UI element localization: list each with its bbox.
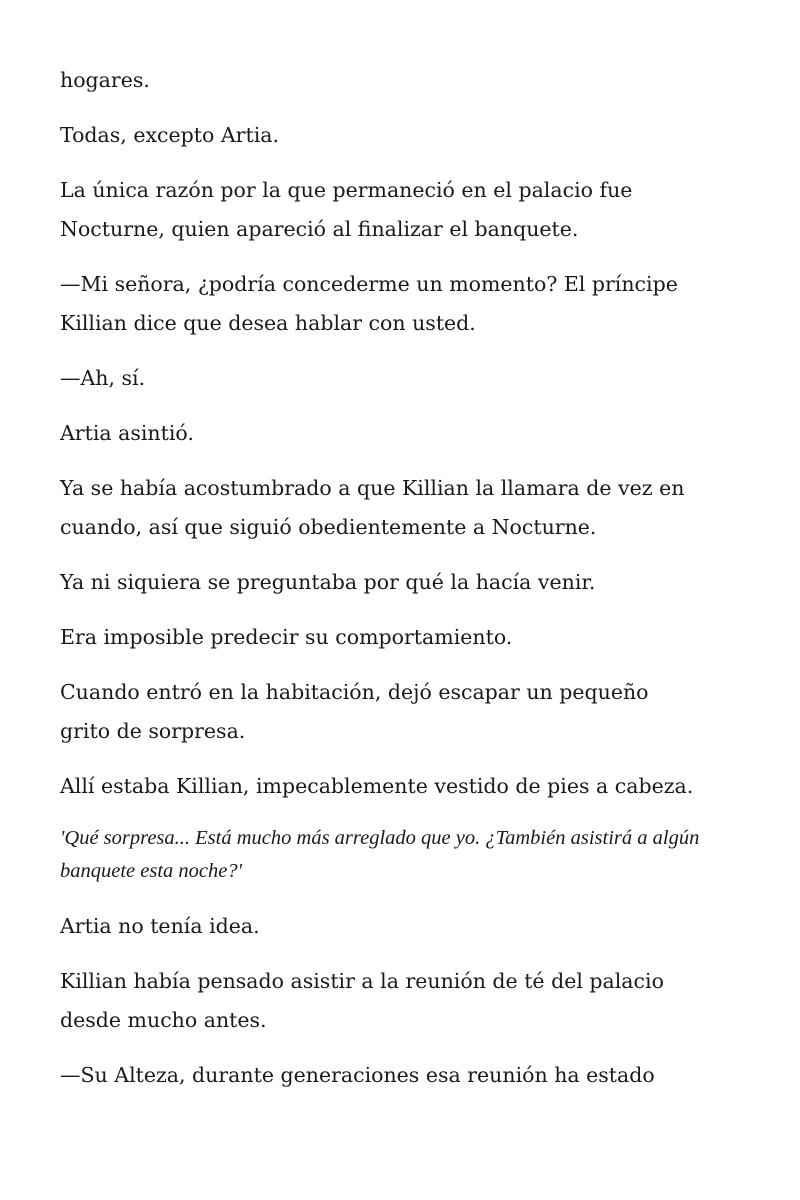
text-line: Cuando entró en la habitación, dejó escapar un pequeño (60, 680, 649, 704)
text-line: —Ah, sí. (60, 366, 146, 390)
text-line: Killian había pensado asistir a la reunión de té del palacio (60, 969, 664, 993)
text-line: banquete esta noche?' (60, 860, 242, 882)
paragraph (60, 414, 750, 453)
paragraph (60, 907, 750, 946)
paragraph (60, 116, 750, 155)
reading-page (60, 61, 750, 1111)
text-line: Killian dice que desea hablar con usted. (60, 311, 476, 335)
dialogue-paragraph (60, 359, 750, 398)
text-line: grito de sorpresa. (60, 719, 246, 743)
text-line: Era imposible predecir su comportamiento. (60, 625, 513, 649)
paragraph (60, 469, 750, 547)
text-line: Artia asintió. (60, 421, 194, 445)
text-line: La única razón por la que permaneció en el palacio fue (60, 178, 633, 202)
text-line: Ya ni siquiera se preguntaba por qué la hacía venir. (60, 570, 596, 594)
paragraph (60, 618, 750, 657)
text-line: Todas, excepto Artia. (60, 123, 279, 147)
paragraph (60, 171, 750, 249)
dialogue-paragraph (60, 265, 750, 343)
text-line: —Mi señora, ¿podría concederme un momento? El príncipe (60, 272, 678, 296)
text-line: Artia no tenía idea. (60, 914, 260, 938)
paragraph (60, 61, 750, 100)
text-line: —Su Alteza, durante generaciones esa reunión ha estado (60, 1063, 655, 1087)
text-line: Ya se había acostumbrado a que Killian la llamara de vez en (60, 476, 685, 500)
text-line: hogares. (60, 68, 150, 92)
text-line: Allí estaba Killian, impecablemente vestido de pies a cabeza. (60, 774, 694, 798)
text-line: cuando, así que siguió obedientemente a Nocturne. (60, 515, 597, 539)
text-line: Nocturne, quien apareció al finalizar el banquete. (60, 217, 579, 241)
text-line: desde mucho antes. (60, 1008, 267, 1032)
paragraph (60, 962, 750, 1040)
dialogue-paragraph (60, 1056, 750, 1095)
inner-thought-paragraph (60, 822, 750, 888)
text-line: 'Qué sorpresa... Está mucho más arreglado que yo. ¿También asistirá a algún (60, 827, 700, 849)
paragraph (60, 563, 750, 602)
paragraph (60, 673, 750, 751)
paragraph (60, 767, 750, 806)
